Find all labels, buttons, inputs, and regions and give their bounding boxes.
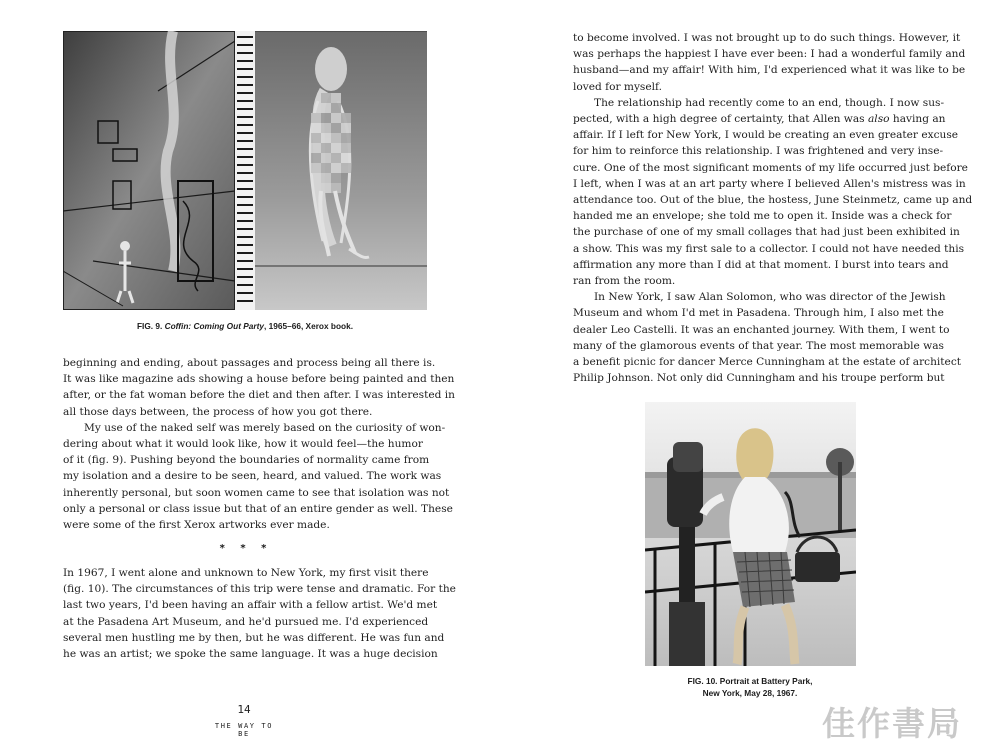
text-fragment: pected, with a high degree of certainty, that Allen was [573, 113, 868, 126]
text-line: he was an artist; we spoke the same language. It was a huge decision [63, 648, 438, 661]
text-line: affair. If I left for New York, I would be creating an even greater excuse [573, 129, 959, 142]
text-line: husband—and my affair! With him, I'd experienced what it was like to be [573, 64, 966, 77]
left-column-text-continued [63, 565, 456, 662]
text-line: several men hustling me by then, but he was different. He was fun and [63, 631, 445, 644]
fig10-photograph [645, 402, 856, 666]
text-line: (fig. 10). The circumstances of this trip were tense and dramatic. For the [63, 583, 456, 596]
fig9-details: , 1965–66, Xerox book. [264, 321, 354, 331]
section-separator: * * * [219, 543, 273, 554]
text-line: a benefit picnic for dancer Merce Cunningham at the estate of architect [573, 356, 962, 369]
text-line: after, or the fat woman before the diet and then after. I was interested in [63, 389, 455, 402]
text-line: was perhaps the happiest I have ever been: I had a wonderful family and [573, 48, 966, 61]
text-line: all those days between, the process of how you got there. [63, 405, 373, 418]
text-line: My use of the naked self was merely based on the curiosity of won- [84, 421, 446, 434]
text-line: many of the glamorous events of that year. The most memorable was [573, 339, 944, 352]
page-number: 14 [237, 703, 251, 716]
left-paragraph-1 [63, 355, 455, 420]
fig10-caption [640, 675, 860, 699]
text-line: the purchase of one of my small collages that had just been exhibited in [573, 226, 960, 239]
fig9-artwork [63, 31, 427, 310]
left-paragraph-3 [63, 565, 456, 662]
text-line: beginning and ending, about passages and process being all there is. [63, 357, 436, 369]
fig10-caption-line-2: New York, May 28, 1967. [702, 688, 798, 698]
text-line: In 1967, I went alone and unknown to New York, my first visit there [63, 567, 429, 579]
right-paragraph-3 [573, 289, 962, 386]
text-line: loved for myself. [573, 80, 662, 93]
text-fragment: having an [889, 113, 946, 126]
fig9-caption [63, 320, 427, 332]
text-line: at the Pasadena Art Museum, and he'd pursued me. I'd experienced [63, 615, 429, 628]
text-line [573, 111, 945, 127]
fig9-title: Coffin: Coming Out Party [164, 321, 265, 331]
fig9-xerox-book-image [63, 31, 427, 310]
text-line: inherently personal, but soon women came to see that isolation was not [63, 486, 450, 499]
text-line: handed me an envelope; she told me to open it. Inside was a check for [573, 210, 952, 223]
fig10-battery-park-photo [645, 402, 856, 666]
text-line: dealer Leo Castelli. It was an enchanted journey. With them, I went to [573, 323, 950, 336]
text-line: were some of the first Xerox artworks ever made. [63, 519, 330, 532]
watermark-logo: 佳作書局 [822, 704, 962, 743]
text-line: last two years, I'd been having an affair with a fellow artist. We'd met [63, 599, 438, 612]
text-line: cure. One of the most significant moments of my life occurred just before [573, 161, 968, 174]
emphasis-text: also [867, 113, 890, 126]
text-line: of it (fig. 9). Pushing beyond the boundaries of normality came from [63, 454, 430, 467]
text-line: a show. This was my first sale to a collector. I could not have needed this [573, 242, 965, 255]
right-column-text [573, 30, 973, 386]
text-line: ran from the room. [573, 275, 676, 288]
text-line: to become involved. I was not brought up to do such things. However, it [573, 32, 961, 44]
left-column-text [63, 355, 455, 533]
text-line: only a personal or class issue but that of an entire gender as well. These [63, 502, 453, 515]
text-line: dering about what it would look like, how it would feel—the humor [63, 438, 423, 451]
fig9-label: FIG. 9. [136, 321, 163, 331]
text-line: The relationship had recently come to an end, though. I now sus- [594, 96, 945, 109]
left-paragraph-2 [63, 420, 453, 533]
running-title: THE WAY TO BE [214, 722, 274, 738]
right-paragraph-2 [573, 95, 973, 289]
text-line: for him to reinforce this relationship. I was frightened and very inse- [573, 145, 944, 158]
text-line: It was like magazine ads showing a house before being painted and then [63, 373, 455, 386]
text-line: In New York, I saw Alan Solomon, who was director of the Jewish [594, 291, 946, 304]
text-line: Philip Johnson. Not only did Cunningham and his troupe perform but [573, 372, 945, 385]
text-line: my isolation and a desire to be seen, heard, and valued. The work was [63, 470, 442, 483]
fig10-caption-line-1: FIG. 10. Portrait at Battery Park, [687, 676, 813, 686]
text-line: affirmation any more than I did at that moment. I burst into tears and [573, 258, 949, 271]
right-paragraph-1 [573, 30, 966, 95]
text-line: Museum and whom I'd met in Pasadena. Through him, I also met the [573, 307, 944, 320]
text-line: attendance too. Out of the blue, the hostess, June Steinmetz, came up and [573, 194, 973, 207]
text-line: I left, when I was at an art party where I believed Allen's mistress was in [573, 177, 966, 190]
